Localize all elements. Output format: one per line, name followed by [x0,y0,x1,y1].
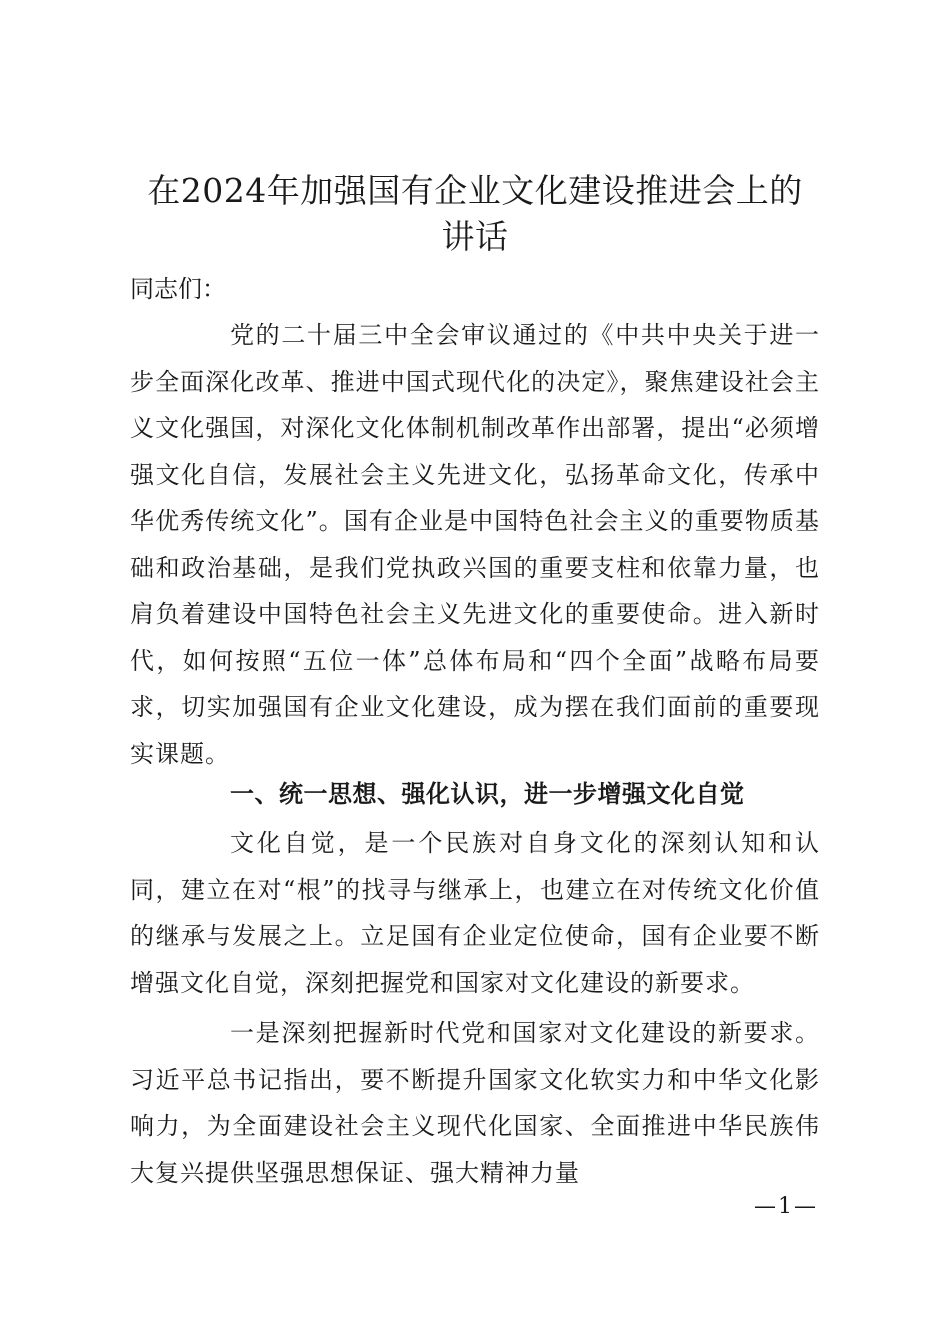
paragraph-intro: 党的二十届三中全会审议通过的《中共中央关于进一步全面深化改革、推进中国式现代化的决定》，聚焦建设社会主义文化强国，对深化文化体制机制改革作出部署，提出“必须增强文化自信，发展社会主义先进文化，弘扬革命文化，传承中华优秀传统文化”。国有企业是中国特色社会主义的重要物质基础和政治基础，是我们党执政兴国的重要支柱和依靠力量，也肩负着建设中国特色社会主义先进文化的重要使命。进入新时代，如何按照“五位一体”总体布局和“四个全面”战略布局要求，切实加强国有企业文化建设，成为摆在我们面前的重要现实课题。 [130,321,820,768]
paragraph-point-one: 一是深刻把握新时代党和国家对文化建设的新要求。习近平总书记指出，要不断提升国家文化软实力和中华文化影响力，为全面建设社会主义现代化国家、全面推进中华民族伟大复兴提供坚强思想保证、强大精神力量 [130,1019,820,1187]
section-heading-1: 一、统一思想、强化认识，进一步增强文化自觉 [230,780,745,808]
title-line-2: 讲话 [441,217,509,256]
document-title [120,168,830,260]
paragraph-cultural-awareness: 文化自觉，是一个民族对自身文化的深刻认知和认同，建立在对“根”的找寻与继承上，也建立在对传统文化价值的继承与发展之上。立足国有企业定位使命，国有企业要不断增强文化自觉，深刻把握党和国家对文化建设的新要求。 [130,829,820,997]
title-line-1: 在2024年加强国有企业文化建设推进会上的 [147,171,803,210]
salutation: 同志们： [130,275,226,303]
page-number: —1— [754,1194,818,1219]
